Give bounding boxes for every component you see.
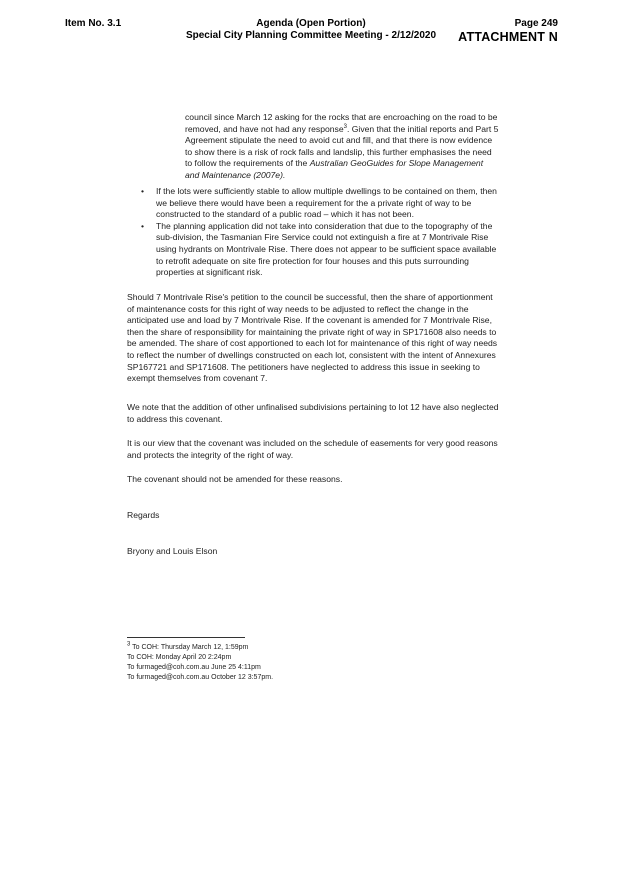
- paragraph-text: Should 7 Montrivale Rise's petition to the council be successful, then the share of apportionment of maintenance costs for this right of way needs to be adjusted to reflect the change in the anticipated use and load by 7 Montrivale Rise. If the covenant is amended for 7 Montrivale Rise, then the share of responsibility for maintaining the private right of way in SP171608 also needs to be amended. The share of cost apportioned to each lot for maintenance of this right of way needs to reflect the number of dwellings constructed on each lot, consistent with the intent of Annexures SP167721 and SP171608. The petitioners have neglected to address this issue in seeking to exempt themselves from covenant 7.: [127, 292, 498, 384]
- header-meeting-title: Special City Planning Committee Meeting - 2/12/2020: [185, 30, 437, 41]
- paragraph-text: It is our view that the covenant was included on the schedule of easements for very good reasons and protects the integrity of the right of way.: [127, 438, 498, 460]
- header-item-number: Item No. 3.1: [65, 18, 122, 29]
- paragraph-text: Bryony and Louis Elson: [127, 546, 218, 556]
- continued-text-part-2: . Given that the initial reports and Part 5 Agreement stipulate the need to avoid cut and fill, and that there is now evidence to show there is a risk of rock falls and landslip, this further emphasises the need to follow the requirements of the: [185, 123, 499, 169]
- footnote-entry: [127, 643, 499, 653]
- paragraph-text: The covenant should not be amended for these reasons.: [127, 474, 343, 484]
- continued-bullet-text: [185, 112, 499, 182]
- closing-regards: [127, 510, 499, 522]
- header-page-number: Page 249: [514, 18, 558, 29]
- footnote-divider: [127, 637, 245, 638]
- continued-text-part-1: council since March 12 asking for the rocks that are encroaching on the road to be removed, and have not had any response: [185, 112, 498, 134]
- header-agenda-title: Agenda (Open Portion): [256, 18, 366, 29]
- paragraph-text: We note that the addition of other unfinalised subdivisions pertaining to lot 12 have also neglected to address this covenant.: [127, 402, 499, 424]
- paragraph-text: Regards: [127, 510, 160, 520]
- geoguides-reference: Australian GeoGuides for Slope Management and Maintenance (2007e).: [185, 158, 484, 180]
- bullet-list: [127, 186, 499, 279]
- bullet-text: The planning application did not take into consideration that due to the topography of the sub-division, the Tasmanian Fire Service could not extinguish a fire at 7 Montrivale Rise using hydrants on Montrivale Rise. There does not appear to be sufficient space available to retrofit adequate on site fire protection for four houses and this puts surrounding properties at significant risk.: [156, 220, 497, 278]
- paragraph-view: [127, 438, 499, 461]
- footnote-entry: To furmaged@coh.com.au October 12 3:57pm.: [127, 674, 274, 681]
- header-attachment-label: ATTACHMENT N: [458, 30, 558, 44]
- bullet-marker: •: [141, 220, 145, 231]
- list-item: [127, 186, 499, 221]
- footnotes: [127, 643, 499, 683]
- bullet-marker: •: [141, 186, 145, 196]
- paragraph-conclusion: [127, 474, 499, 486]
- signature: [127, 546, 499, 558]
- paragraph-apportionment: [127, 292, 499, 385]
- header-page-info: [458, 18, 558, 44]
- footnote-entry: To furmaged@coh.com.au June 25 4:11pm: [127, 664, 261, 671]
- footnote-marker: 3: [127, 641, 131, 648]
- footnote-entry: To COH: Monday April 20 2:24pm: [127, 654, 232, 661]
- footnote-text: To COH: Thursday March 12, 1:59pm: [130, 644, 249, 651]
- footnote-reference: 3: [343, 123, 347, 130]
- paragraph-unfinalised: [127, 402, 499, 425]
- bullet-text: If the lots were sufficiently stable to allow multiple dwellings to be contained on them, then we believe there would have been a requirement for the a private right of way to be constructed to the standard of a public road – which it has not been.: [156, 186, 497, 220]
- list-item: [127, 221, 499, 279]
